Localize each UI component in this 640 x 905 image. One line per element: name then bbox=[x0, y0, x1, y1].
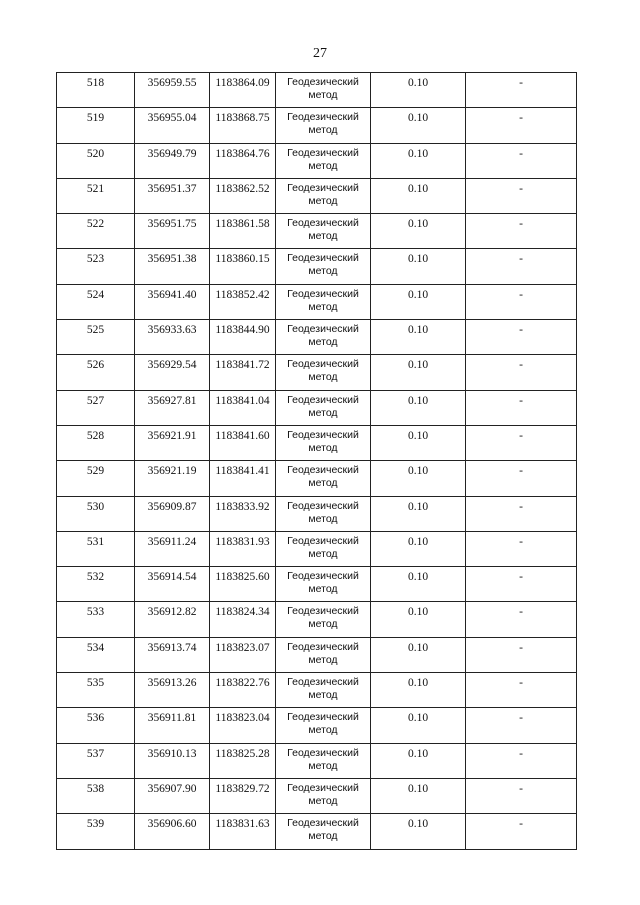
method-line-2: метод bbox=[308, 653, 338, 666]
note-cell: - bbox=[466, 637, 577, 672]
y-coordinate-cell: 1183823.04 bbox=[210, 708, 276, 743]
table-row bbox=[57, 461, 577, 496]
y-coordinate-cell: 1183824.34 bbox=[210, 602, 276, 637]
table-row bbox=[57, 637, 577, 672]
method-cell bbox=[276, 178, 371, 213]
method-line-1: Геодезический bbox=[287, 464, 359, 477]
method-line-1: Геодезический bbox=[287, 570, 359, 583]
method-cell bbox=[276, 461, 371, 496]
x-coordinate-cell: 356951.37 bbox=[135, 178, 210, 213]
method-line-2: метод bbox=[308, 547, 338, 560]
note-cell: - bbox=[466, 108, 577, 143]
y-coordinate-cell: 1183831.93 bbox=[210, 531, 276, 566]
x-coordinate-cell: 356927.81 bbox=[135, 390, 210, 425]
y-coordinate-cell: 1183825.28 bbox=[210, 743, 276, 778]
method-line-2: метод bbox=[308, 830, 338, 843]
x-coordinate-cell: 356906.60 bbox=[135, 814, 210, 849]
method-cell bbox=[276, 73, 371, 108]
coordinates-table bbox=[56, 72, 577, 850]
method-line-1: Геодезический bbox=[287, 640, 359, 653]
point-number-cell: 527 bbox=[57, 390, 135, 425]
note-cell: - bbox=[466, 814, 577, 849]
precision-cell: 0.10 bbox=[371, 673, 466, 708]
table-row bbox=[57, 390, 577, 425]
point-number-cell: 521 bbox=[57, 178, 135, 213]
x-coordinate-cell: 356921.19 bbox=[135, 461, 210, 496]
y-coordinate-cell: 1183861.58 bbox=[210, 214, 276, 249]
note-cell: - bbox=[466, 178, 577, 213]
x-coordinate-cell: 356911.24 bbox=[135, 531, 210, 566]
point-number-cell: 522 bbox=[57, 214, 135, 249]
x-coordinate-cell: 356951.75 bbox=[135, 214, 210, 249]
table-row bbox=[57, 567, 577, 602]
x-coordinate-cell: 356949.79 bbox=[135, 143, 210, 178]
method-cell bbox=[276, 637, 371, 672]
x-coordinate-cell: 356912.82 bbox=[135, 602, 210, 637]
x-coordinate-cell: 356959.55 bbox=[135, 73, 210, 108]
y-coordinate-cell: 1183862.52 bbox=[210, 178, 276, 213]
precision-cell: 0.10 bbox=[371, 814, 466, 849]
note-cell: - bbox=[466, 531, 577, 566]
point-number-cell: 529 bbox=[57, 461, 135, 496]
table-row bbox=[57, 178, 577, 213]
table-row bbox=[57, 743, 577, 778]
x-coordinate-cell: 356913.74 bbox=[135, 637, 210, 672]
method-line-2: метод bbox=[308, 265, 338, 278]
precision-cell: 0.10 bbox=[371, 284, 466, 319]
table-row bbox=[57, 355, 577, 390]
method-line-1: Геодезический bbox=[287, 534, 359, 547]
method-line-1: Геодезический bbox=[287, 781, 359, 794]
method-line-1: Геодезический bbox=[287, 817, 359, 830]
x-coordinate-cell: 356914.54 bbox=[135, 567, 210, 602]
method-line-1: Геодезический bbox=[287, 146, 359, 159]
method-cell bbox=[276, 425, 371, 460]
note-cell: - bbox=[466, 708, 577, 743]
y-coordinate-cell: 1183864.09 bbox=[210, 73, 276, 108]
method-line-2: метод bbox=[308, 724, 338, 737]
method-cell bbox=[276, 390, 371, 425]
note-cell: - bbox=[466, 73, 577, 108]
x-coordinate-cell: 356951.38 bbox=[135, 249, 210, 284]
method-cell bbox=[276, 778, 371, 813]
y-coordinate-cell: 1183841.60 bbox=[210, 425, 276, 460]
note-cell: - bbox=[466, 320, 577, 355]
method-line-1: Геодезический bbox=[287, 252, 359, 265]
precision-cell: 0.10 bbox=[371, 743, 466, 778]
y-coordinate-cell: 1183841.72 bbox=[210, 355, 276, 390]
table-row bbox=[57, 143, 577, 178]
method-cell bbox=[276, 214, 371, 249]
y-coordinate-cell: 1183833.92 bbox=[210, 496, 276, 531]
method-line-1: Геодезический bbox=[287, 499, 359, 512]
note-cell: - bbox=[466, 496, 577, 531]
method-line-2: метод bbox=[308, 230, 338, 243]
method-line-2: метод bbox=[308, 124, 338, 137]
table-row bbox=[57, 602, 577, 637]
table-row bbox=[57, 531, 577, 566]
method-line-2: метод bbox=[308, 583, 338, 596]
precision-cell: 0.10 bbox=[371, 390, 466, 425]
method-cell bbox=[276, 496, 371, 531]
method-line-1: Геодезический bbox=[287, 358, 359, 371]
x-coordinate-cell: 356910.13 bbox=[135, 743, 210, 778]
y-coordinate-cell: 1183825.60 bbox=[210, 567, 276, 602]
note-cell: - bbox=[466, 602, 577, 637]
note-cell: - bbox=[466, 390, 577, 425]
point-number-cell: 519 bbox=[57, 108, 135, 143]
y-coordinate-cell: 1183860.15 bbox=[210, 249, 276, 284]
method-cell bbox=[276, 567, 371, 602]
method-line-1: Геодезический bbox=[287, 111, 359, 124]
method-line-2: метод bbox=[308, 759, 338, 772]
x-coordinate-cell: 356909.87 bbox=[135, 496, 210, 531]
method-cell bbox=[276, 743, 371, 778]
precision-cell: 0.10 bbox=[371, 249, 466, 284]
method-cell bbox=[276, 108, 371, 143]
point-number-cell: 539 bbox=[57, 814, 135, 849]
precision-cell: 0.10 bbox=[371, 602, 466, 637]
method-line-1: Геодезический bbox=[287, 428, 359, 441]
point-number-cell: 525 bbox=[57, 320, 135, 355]
x-coordinate-cell: 356933.63 bbox=[135, 320, 210, 355]
y-coordinate-cell: 1183864.76 bbox=[210, 143, 276, 178]
y-coordinate-cell: 1183822.76 bbox=[210, 673, 276, 708]
precision-cell: 0.10 bbox=[371, 214, 466, 249]
precision-cell: 0.10 bbox=[371, 637, 466, 672]
y-coordinate-cell: 1183844.90 bbox=[210, 320, 276, 355]
table-row bbox=[57, 108, 577, 143]
point-number-cell: 538 bbox=[57, 778, 135, 813]
point-number-cell: 531 bbox=[57, 531, 135, 566]
method-line-2: метод bbox=[308, 406, 338, 419]
page-number: 27 bbox=[313, 46, 327, 61]
table-row bbox=[57, 214, 577, 249]
table-row bbox=[57, 249, 577, 284]
table-row bbox=[57, 673, 577, 708]
method-line-2: метод bbox=[308, 300, 338, 313]
method-line-2: метод bbox=[308, 512, 338, 525]
method-line-1: Геодезический bbox=[287, 287, 359, 300]
point-number-cell: 534 bbox=[57, 637, 135, 672]
method-line-1: Геодезический bbox=[287, 746, 359, 759]
x-coordinate-cell: 356911.81 bbox=[135, 708, 210, 743]
method-line-2: метод bbox=[308, 441, 338, 454]
precision-cell: 0.10 bbox=[371, 567, 466, 602]
precision-cell: 0.10 bbox=[371, 320, 466, 355]
point-number-cell: 535 bbox=[57, 673, 135, 708]
point-number-cell: 526 bbox=[57, 355, 135, 390]
coordinates-table-body bbox=[57, 73, 577, 850]
method-line-2: метод bbox=[308, 194, 338, 207]
point-number-cell: 537 bbox=[57, 743, 135, 778]
method-cell bbox=[276, 320, 371, 355]
method-line-2: метод bbox=[308, 336, 338, 349]
precision-cell: 0.10 bbox=[371, 708, 466, 743]
precision-cell: 0.10 bbox=[371, 425, 466, 460]
note-cell: - bbox=[466, 284, 577, 319]
precision-cell: 0.10 bbox=[371, 73, 466, 108]
method-line-1: Геодезический bbox=[287, 711, 359, 724]
x-coordinate-cell: 356921.91 bbox=[135, 425, 210, 460]
precision-cell: 0.10 bbox=[371, 108, 466, 143]
y-coordinate-cell: 1183841.41 bbox=[210, 461, 276, 496]
method-cell bbox=[276, 249, 371, 284]
method-line-2: метод bbox=[308, 689, 338, 702]
note-cell: - bbox=[466, 249, 577, 284]
method-line-1: Геодезический bbox=[287, 181, 359, 194]
method-line-1: Геодезический bbox=[287, 393, 359, 406]
table-row bbox=[57, 496, 577, 531]
method-line-2: метод bbox=[308, 794, 338, 807]
table-row bbox=[57, 73, 577, 108]
precision-cell: 0.10 bbox=[371, 461, 466, 496]
table-row bbox=[57, 425, 577, 460]
note-cell: - bbox=[466, 567, 577, 602]
point-number-cell: 528 bbox=[57, 425, 135, 460]
method-line-1: Геодезический bbox=[287, 676, 359, 689]
y-coordinate-cell: 1183829.72 bbox=[210, 778, 276, 813]
method-cell bbox=[276, 143, 371, 178]
method-cell bbox=[276, 673, 371, 708]
precision-cell: 0.10 bbox=[371, 778, 466, 813]
method-cell bbox=[276, 602, 371, 637]
note-cell: - bbox=[466, 425, 577, 460]
table-row bbox=[57, 814, 577, 849]
note-cell: - bbox=[466, 461, 577, 496]
method-cell bbox=[276, 284, 371, 319]
x-coordinate-cell: 356907.90 bbox=[135, 778, 210, 813]
x-coordinate-cell: 356929.54 bbox=[135, 355, 210, 390]
method-line-1: Геодезический bbox=[287, 76, 359, 88]
point-number-cell: 536 bbox=[57, 708, 135, 743]
y-coordinate-cell: 1183868.75 bbox=[210, 108, 276, 143]
note-cell: - bbox=[466, 673, 577, 708]
method-line-2: метод bbox=[308, 159, 338, 172]
point-number-cell: 520 bbox=[57, 143, 135, 178]
table-row bbox=[57, 708, 577, 743]
method-line-2: метод bbox=[308, 618, 338, 631]
method-line-1: Геодезический bbox=[287, 323, 359, 336]
note-cell: - bbox=[466, 143, 577, 178]
table-row bbox=[57, 320, 577, 355]
y-coordinate-cell: 1183841.04 bbox=[210, 390, 276, 425]
x-coordinate-cell: 356913.26 bbox=[135, 673, 210, 708]
point-number-cell: 533 bbox=[57, 602, 135, 637]
point-number-cell: 518 bbox=[57, 73, 135, 108]
method-cell bbox=[276, 531, 371, 566]
method-line-2: метод bbox=[308, 477, 338, 490]
point-number-cell: 523 bbox=[57, 249, 135, 284]
precision-cell: 0.10 bbox=[371, 355, 466, 390]
point-number-cell: 530 bbox=[57, 496, 135, 531]
y-coordinate-cell: 1183831.63 bbox=[210, 814, 276, 849]
method-line-2: метод bbox=[308, 371, 338, 384]
y-coordinate-cell: 1183823.07 bbox=[210, 637, 276, 672]
precision-cell: 0.10 bbox=[371, 178, 466, 213]
note-cell: - bbox=[466, 355, 577, 390]
x-coordinate-cell: 356941.40 bbox=[135, 284, 210, 319]
x-coordinate-cell: 356955.04 bbox=[135, 108, 210, 143]
precision-cell: 0.10 bbox=[371, 143, 466, 178]
y-coordinate-cell: 1183852.42 bbox=[210, 284, 276, 319]
method-line-2: метод bbox=[308, 89, 338, 101]
method-cell bbox=[276, 814, 371, 849]
point-number-cell: 532 bbox=[57, 567, 135, 602]
note-cell: - bbox=[466, 778, 577, 813]
point-number-cell: 524 bbox=[57, 284, 135, 319]
note-cell: - bbox=[466, 743, 577, 778]
method-line-1: Геодезический bbox=[287, 605, 359, 618]
method-line-1: Геодезический bbox=[287, 217, 359, 230]
method-cell bbox=[276, 355, 371, 390]
precision-cell: 0.10 bbox=[371, 531, 466, 566]
method-cell bbox=[276, 708, 371, 743]
precision-cell: 0.10 bbox=[371, 496, 466, 531]
table-row bbox=[57, 284, 577, 319]
note-cell: - bbox=[466, 214, 577, 249]
table-row bbox=[57, 778, 577, 813]
